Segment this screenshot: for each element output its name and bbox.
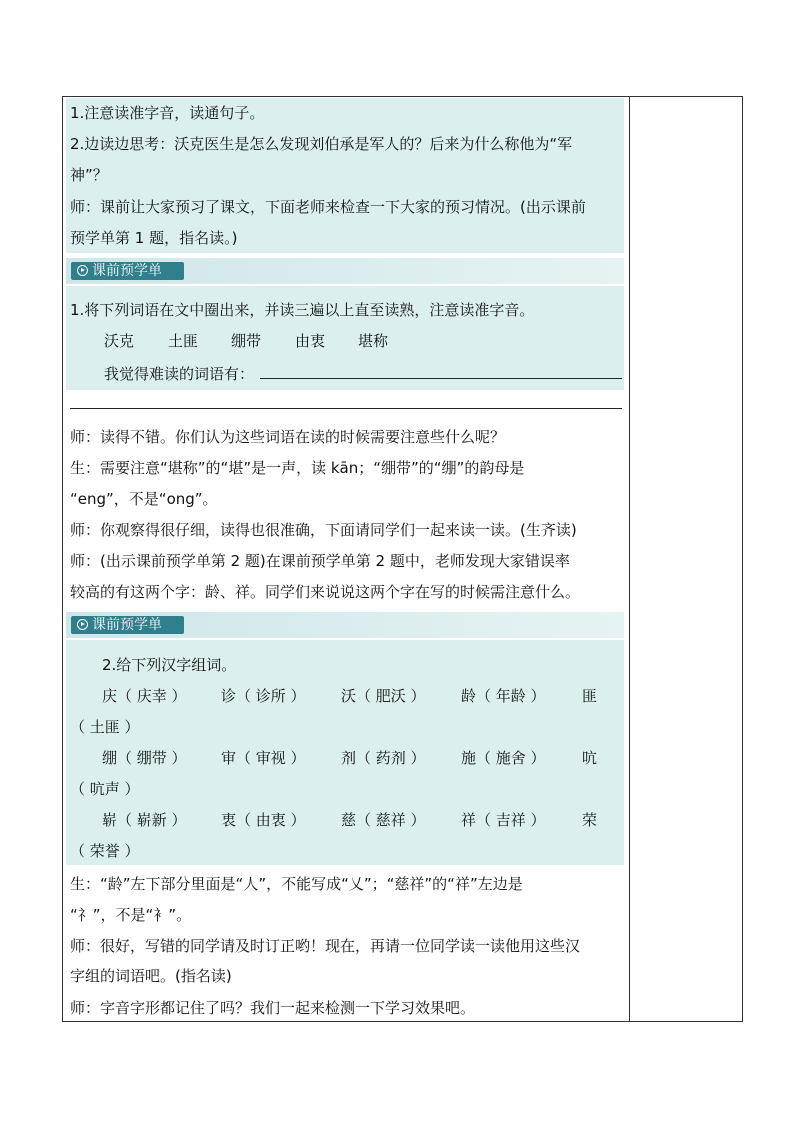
answer-line bbox=[260, 378, 622, 379]
compound-item: 施（ 施舍 ） bbox=[461, 749, 546, 767]
dialogue-line: 较高的有这两个字：龄、祥。同学们来说说这两个字在写的时候需注意什么。 bbox=[70, 583, 581, 601]
dialogue-line: 师：你观察得很仔细，读得也很准确，下面请同学们一起来读一读。(生齐读) bbox=[70, 521, 577, 539]
sheet2-instruction: 2.给下列汉字组词。 bbox=[102, 656, 237, 674]
compound-item: （ 土匪 ） bbox=[70, 718, 140, 736]
sheet1-word: 沃克 bbox=[104, 332, 135, 350]
dialogue-line: 师：字音字形都记住了吗？我们一起来检测一下学习效果吧。 bbox=[70, 999, 476, 1017]
sheet1-word: 绷带 bbox=[231, 332, 262, 350]
compound-item: 崭（ 崭新 ） bbox=[102, 811, 187, 829]
compound-item: 慈（ 慈祥 ） bbox=[341, 811, 426, 829]
compound-item: 吭 bbox=[582, 749, 598, 767]
compound-item: （ 吭声 ） bbox=[70, 780, 140, 798]
answer-line-2 bbox=[70, 408, 622, 409]
compound-item: 龄（ 年龄 ） bbox=[461, 687, 546, 705]
compound-item: 沃（ 肥沃 ） bbox=[341, 687, 426, 705]
compound-item: 剂（ 药剂 ） bbox=[341, 749, 426, 767]
compound-item: 荣 bbox=[582, 811, 598, 829]
teacher-line: 师：课前让大家预习了课文，下面老师来检查一下大家的预习情况。(出示课前 bbox=[70, 198, 586, 216]
compound-item: 祥（ 吉祥 ） bbox=[461, 811, 546, 829]
preview-sheet-tag-1 bbox=[71, 262, 184, 280]
sheet1-instruction: 1.将下列词语在文中圈出来，并读三遍以上直至读熟，注意读准字音。 bbox=[70, 301, 535, 319]
compound-item: 庆（ 庆幸 ） bbox=[102, 687, 187, 705]
compound-item: 衷（ 由衷 ） bbox=[221, 811, 306, 829]
dialogue-line: “eng”，不是“ong”。 bbox=[70, 490, 218, 508]
compound-item: 诊（ 诊所 ） bbox=[221, 687, 306, 705]
tag-label: 课前预学单 bbox=[92, 617, 162, 633]
objective-1: 1.注意读准字音，读通句子。 bbox=[70, 104, 265, 122]
sheet1-word: 堪称 bbox=[358, 332, 389, 350]
compound-item: 绷（ 绷带 ） bbox=[102, 749, 187, 767]
compound-item: 审（ 审视 ） bbox=[221, 749, 306, 767]
sheet1-word: 由衷 bbox=[295, 332, 326, 350]
compound-item: （ 荣誉 ） bbox=[70, 842, 140, 860]
column-divider bbox=[629, 96, 630, 1022]
difficult-words-label: 我觉得难读的词语有： bbox=[104, 365, 255, 383]
play-icon bbox=[77, 265, 88, 276]
compound-item: 匪 bbox=[582, 687, 598, 705]
tag-label: 课前预学单 bbox=[92, 263, 162, 279]
objective-2-cont: 神”？ bbox=[70, 166, 108, 184]
preview-sheet-tag-2 bbox=[71, 616, 184, 634]
dialogue-line: 生：需要注意“堪称”的“堪”是一声，读 kān；“绷带”的“绷”的韵母是 bbox=[70, 459, 525, 477]
dialogue-line: “礻”，不是“衤”。 bbox=[70, 906, 192, 924]
sheet1-word: 土匪 bbox=[168, 332, 199, 350]
dialogue-line: 师：(出示课前预学单第 2 题)在课前预学单第 2 题中，老师发现大家错误率 bbox=[70, 552, 570, 570]
objective-2: 2.边读边思考：沃克医生是怎么发现刘伯承是军人的？后来为什么称他为“军 bbox=[70, 135, 573, 153]
dialogue-line: 师：读得不错。你们认为这些词语在读的时候需要注意些什么呢？ bbox=[70, 428, 506, 446]
dialogue-line: 师：很好，写错的同学请及时订正哟！现在，再请一位同学读一读他用这些汉 bbox=[70, 937, 581, 955]
teacher-line-cont: 预学单第 1 题，指名读。) bbox=[70, 229, 238, 247]
dialogue-line: 字组的词语吧。(指名读) bbox=[70, 967, 232, 985]
dialogue-line: 生：“龄”左下部分里面是“人”，不能写成“乂”；“慈祥”的“祥”左边是 bbox=[70, 875, 523, 893]
play-icon bbox=[77, 619, 88, 630]
